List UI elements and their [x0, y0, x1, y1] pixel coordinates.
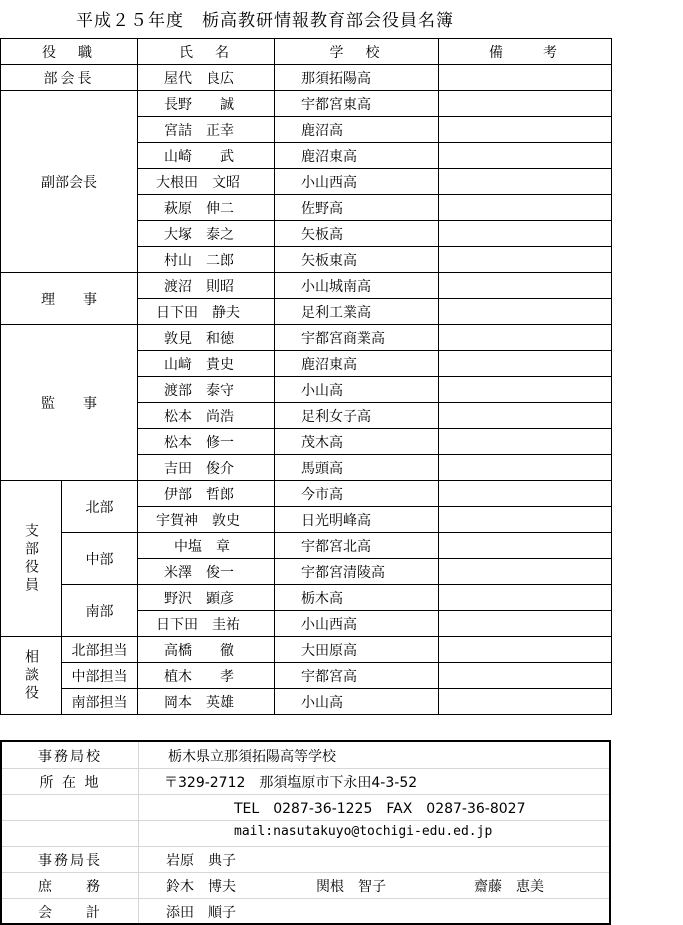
office-row-mail: [2, 820, 609, 847]
member-school: 馬頭高: [275, 455, 439, 481]
member-name: 宮詰 正幸: [138, 117, 275, 143]
consult-central: 中部担当: [62, 663, 138, 689]
branch-south: 南部: [62, 585, 138, 637]
member-name: 山崎 武: [138, 143, 275, 169]
member-name: 松本 修一: [138, 429, 275, 455]
office-director-value: 岩原 典子: [166, 853, 236, 869]
office-general-value-2: 関根 智子: [316, 879, 386, 895]
header-note: 備 考: [439, 39, 612, 65]
member-school: 小山高: [275, 377, 439, 403]
member-school: 小山西高: [275, 169, 439, 195]
member-school: 小山西高: [275, 611, 439, 637]
member-note: [439, 325, 612, 351]
member-name: 大根田 文昭: [138, 169, 275, 195]
member-school: 宇都宮高: [275, 663, 439, 689]
role-vice: 副部会長: [1, 91, 138, 273]
table-row: [1, 689, 612, 715]
member-school: 佐野高: [275, 195, 439, 221]
roster-sheet: [0, 38, 612, 715]
member-name: 植木 孝: [138, 663, 275, 689]
member-note: [439, 377, 612, 403]
office-accounting-value: 添田 順子: [166, 905, 236, 921]
member-note: [439, 143, 612, 169]
member-name: 岡本 英雄: [138, 689, 275, 715]
branch-central: 中部: [62, 533, 138, 585]
office-general-value-3: 齋藤 恵美: [474, 879, 544, 895]
member-name: 山﨑 貴史: [138, 351, 275, 377]
role-consult: [1, 637, 62, 715]
office-row-school: [2, 742, 609, 769]
branch-north: 北部: [62, 481, 138, 533]
office-address-value: 〒329-2712 那須塩原市下永田4-3-52: [164, 775, 418, 791]
member-note: [439, 91, 612, 117]
table-row: [1, 91, 612, 117]
member-school: 足利工業高: [275, 299, 439, 325]
member-school: 鹿沼高: [275, 117, 439, 143]
member-school: 鹿沼東高: [275, 143, 439, 169]
table-row: [1, 663, 612, 689]
member-school: 小山高: [275, 689, 439, 715]
table-row: [1, 637, 612, 663]
consult-north: 北部担当: [62, 637, 138, 663]
office-row-tel: [2, 794, 609, 821]
member-school: 矢板東高: [275, 247, 439, 273]
member-note: [439, 611, 612, 637]
role-consult-label: 相談役: [23, 648, 39, 703]
member-note: [439, 533, 612, 559]
member-school: 宇都宮東高: [275, 91, 439, 117]
table-row: [1, 65, 612, 91]
member-note: [439, 273, 612, 299]
member-name: 屋代 良広: [138, 65, 275, 91]
member-note: [439, 559, 612, 585]
member-name: 長野 誠: [138, 91, 275, 117]
member-note: [439, 455, 612, 481]
office-school-label: 事務局校: [38, 749, 102, 765]
office-row-general: [2, 872, 609, 899]
member-note: [439, 429, 612, 455]
member-note: [439, 637, 612, 663]
member-name: 敦見 和徳: [138, 325, 275, 351]
table-row: [1, 273, 612, 299]
office-mail-value[interactable]: mail:nasutakuyo@tochigi-edu.ed.jp: [234, 824, 493, 839]
member-name: 松本 尚浩: [138, 403, 275, 429]
member-note: [439, 689, 612, 715]
member-note: [439, 221, 612, 247]
office-row-director: [2, 846, 609, 873]
member-name: 米澤 俊一: [138, 559, 275, 585]
member-note: [439, 585, 612, 611]
member-note: [439, 663, 612, 689]
member-note: [439, 351, 612, 377]
member-name: 宇賀神 敦史: [138, 507, 275, 533]
member-school: 小山城南高: [275, 273, 439, 299]
member-name: 伊部 哲郎: [138, 481, 275, 507]
office-director-label: 事務局長: [38, 853, 102, 869]
role-director: 理 事: [1, 273, 138, 325]
member-school: 矢板高: [275, 221, 439, 247]
office-tel-value: TEL 0287-36-1225 FAX 0287-36-8027: [234, 801, 526, 817]
member-name: 渡部 泰守: [138, 377, 275, 403]
member-school: 足利女子高: [275, 403, 439, 429]
member-school: 栃木高: [275, 585, 439, 611]
member-name: 中塩 章: [138, 533, 275, 559]
page-title: 平成２５年度 栃高教研情報教育部会役員名簿: [76, 11, 454, 31]
role-branch-label: 支部役員: [23, 522, 39, 595]
member-name: 日下田 静夫: [138, 299, 275, 325]
role-auditor: 監 事: [1, 325, 138, 481]
office-general-label: 庶 務: [38, 879, 102, 895]
header-row: [1, 39, 612, 65]
member-note: [439, 507, 612, 533]
member-school: 宇都宮商業高: [275, 325, 439, 351]
office-general-value-1: 鈴木 博夫: [166, 879, 236, 895]
office-school-value: 栃木県立那須拓陽高等学校: [168, 749, 336, 765]
member-note: [439, 169, 612, 195]
roster-table: [0, 38, 612, 715]
member-name: 萩原 伸二: [138, 195, 275, 221]
table-row: [1, 325, 612, 351]
table-row: [1, 585, 612, 611]
member-name: 高橋 徹: [138, 637, 275, 663]
member-school: 那須拓陽高: [275, 65, 439, 91]
member-name: 日下田 圭祐: [138, 611, 275, 637]
office-accounting-label: 会 計: [38, 905, 102, 921]
role-chief: 部会長: [1, 65, 138, 91]
office-row-address: [2, 768, 609, 795]
member-name: 村山 二郎: [138, 247, 275, 273]
member-school: 大田原高: [275, 637, 439, 663]
header-role: 役 職: [1, 39, 138, 65]
member-note: [439, 481, 612, 507]
table-row: [1, 533, 612, 559]
member-name: 野沢 顕彦: [138, 585, 275, 611]
consult-south: 南部担当: [62, 689, 138, 715]
member-school: 日光明峰高: [275, 507, 439, 533]
member-note: [439, 403, 612, 429]
role-branch: [1, 481, 62, 637]
header-school: 学 校: [275, 39, 439, 65]
member-school: 今市高: [275, 481, 439, 507]
member-note: [439, 299, 612, 325]
member-note: [439, 195, 612, 221]
table-row: [1, 481, 612, 507]
member-note: [439, 117, 612, 143]
member-note: [439, 65, 612, 91]
member-school: 宇都宮清陵高: [275, 559, 439, 585]
member-note: [439, 247, 612, 273]
member-name: 吉田 俊介: [138, 455, 275, 481]
office-box: [0, 740, 611, 925]
member-name: 大塚 泰之: [138, 221, 275, 247]
member-name: 渡沼 則昭: [138, 273, 275, 299]
member-school: 茂木高: [275, 429, 439, 455]
office-row-accounting: [2, 898, 609, 924]
member-school: 宇都宮北高: [275, 533, 439, 559]
member-school: 鹿沼東高: [275, 351, 439, 377]
office-address-label: 所 在 地: [39, 775, 101, 791]
header-name: 氏 名: [138, 39, 275, 65]
